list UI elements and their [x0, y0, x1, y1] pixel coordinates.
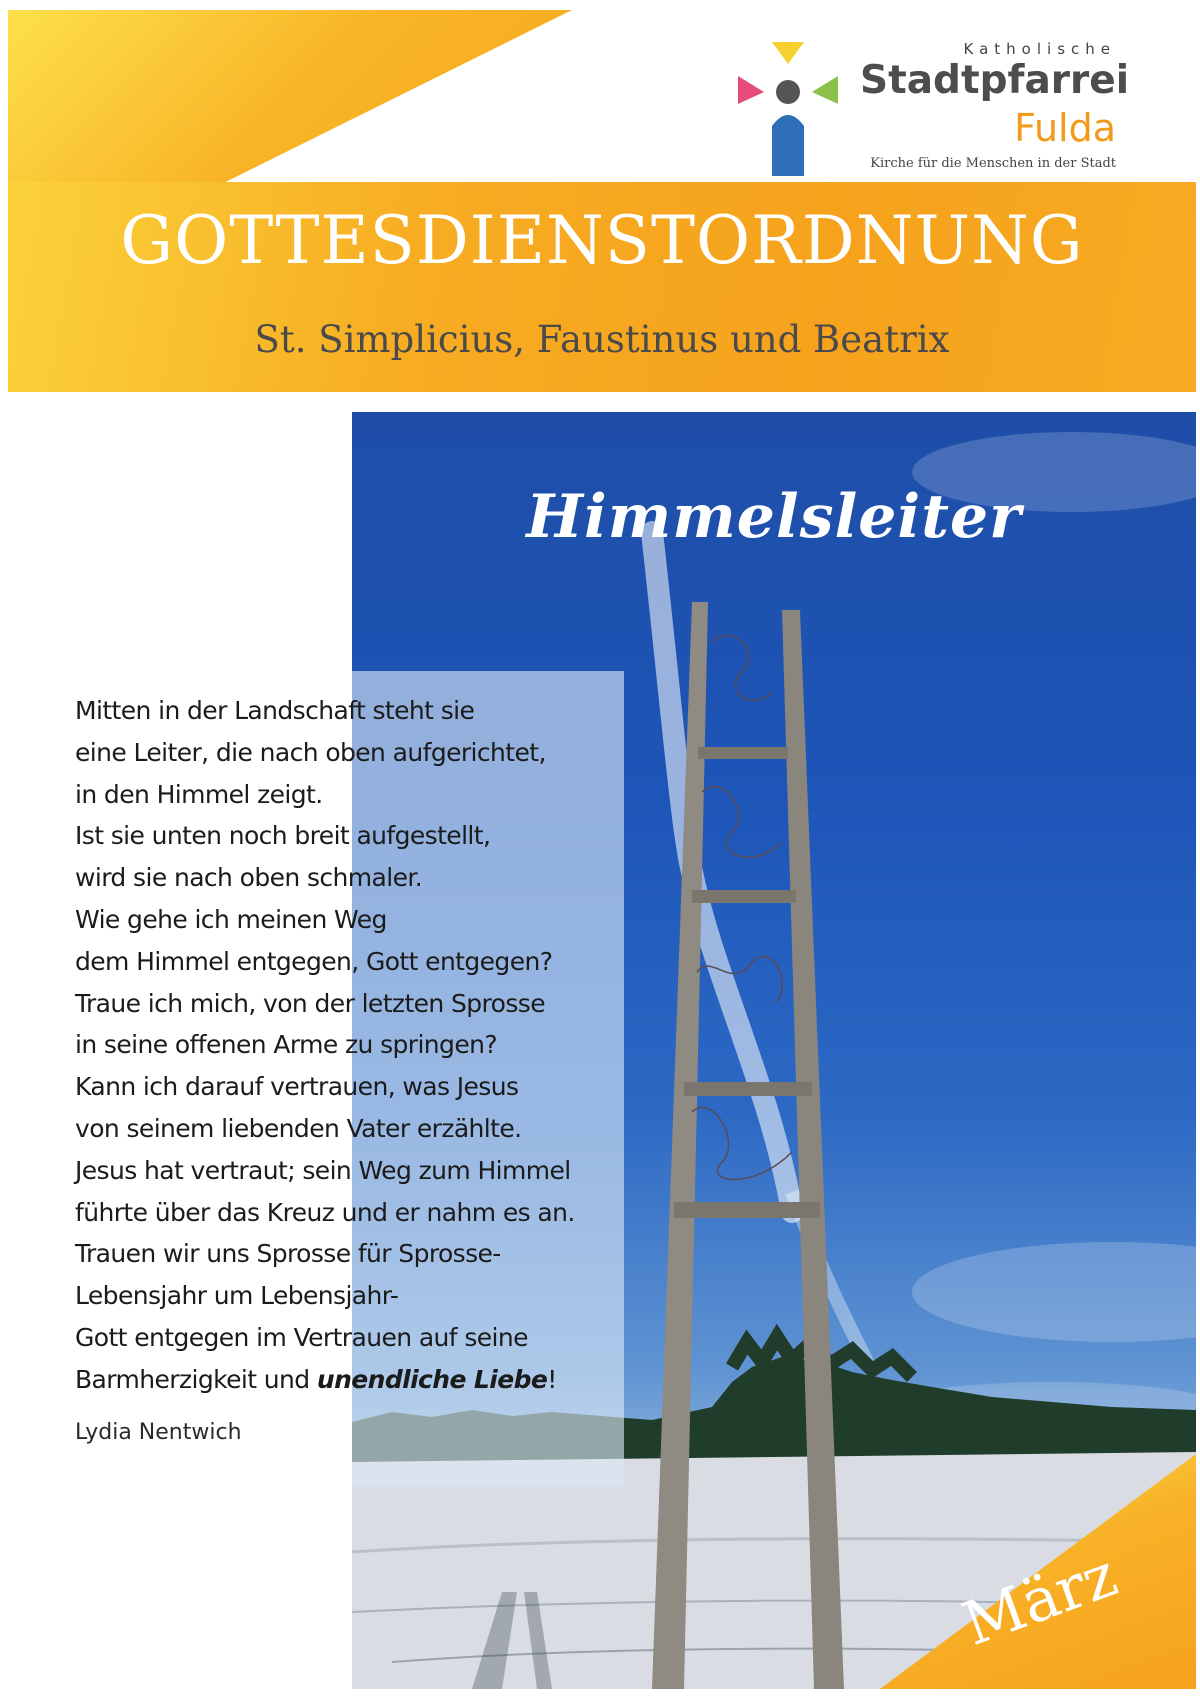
logo-stadtpfarrei: Stadtpfarrei — [860, 58, 1130, 103]
poem-line: wird sie nach oben schmaler. — [75, 863, 423, 893]
title-banner — [8, 182, 1196, 392]
poem-line: eine Leiter, die nach oben aufgerichtet, — [75, 737, 546, 767]
poem-line: Jesus hat vertraut; sein Weg zum Himmel — [75, 1155, 571, 1185]
poem-emphasis: unendliche Liebe — [316, 1364, 548, 1394]
logo-city: Fulda — [1014, 106, 1116, 150]
poem-line: von seinem liebenden Vater erzählte. — [75, 1113, 522, 1143]
poem-line: Traue ich mich, von der letzten Sprosse — [75, 988, 546, 1018]
poem-line: Gott entgegen im Vertrauen auf seine — [75, 1322, 528, 1352]
parish-subtitle: St. Simplicius, Faustinus und Beatrix — [254, 318, 950, 361]
poem-author: Lydia Nentwich — [75, 1420, 242, 1445]
poem-line: in den Himmel zeigt. — [75, 779, 323, 809]
poem-line: Mitten in der Landschaft steht sie — [75, 696, 475, 725]
poem-last-start: Barmherzigkeit und — [75, 1364, 317, 1394]
poem-line: führte über das Kreuz und er nahm es an. — [75, 1197, 575, 1227]
poem-line: Lebensjahr um Lebensjahr- — [75, 1281, 399, 1311]
logo-tagline: Kirche für die Menschen in der Stadt — [870, 156, 1116, 171]
poem-text — [75, 690, 635, 1401]
poem-line: Trauen wir uns Sprosse für Sprosse- — [75, 1239, 501, 1269]
poem-line: in seine offenen Arme zu springen? — [75, 1030, 498, 1060]
logo-katholische: Katholische — [963, 40, 1116, 58]
page-title: GOTTESDIENSTORDNUNG — [120, 202, 1084, 279]
month-label: März — [954, 1540, 1126, 1660]
poem-line: Kann ich darauf vertrauen, was Jesus — [75, 1072, 519, 1102]
photo-title-himmelsleiter: Himmelsleiter — [526, 482, 1022, 552]
poem-line: Ist sie unten noch breit aufgestellt, — [75, 821, 491, 851]
poem-line: dem Himmel entgegen, Gott entgegen? — [75, 946, 553, 976]
poem-last-line — [75, 1359, 635, 1401]
poem-last-end: ! — [547, 1364, 557, 1394]
poem-line: Wie gehe ich meinen Weg — [75, 904, 387, 934]
